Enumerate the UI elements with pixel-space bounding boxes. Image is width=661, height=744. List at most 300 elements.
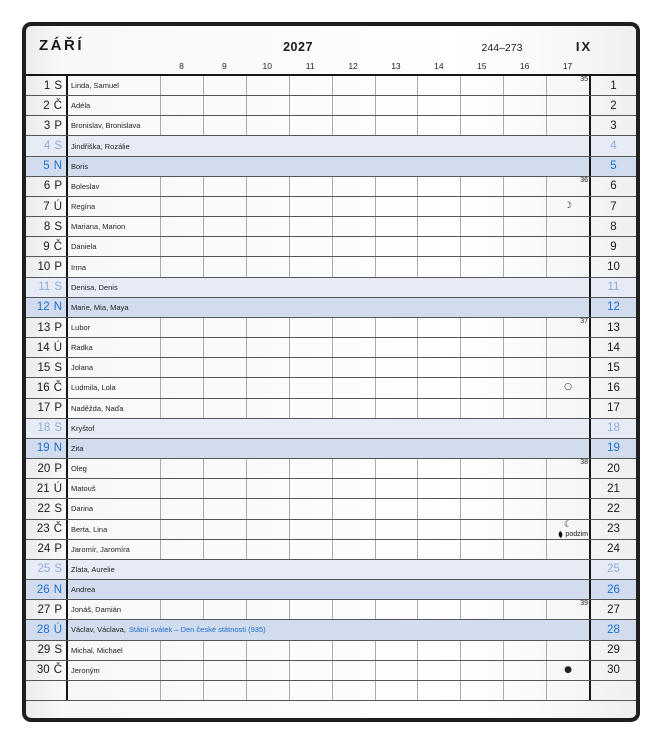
day-label-left [26, 459, 68, 478]
hour-cell [503, 641, 546, 660]
hour-cell [289, 661, 332, 680]
hour-cell [375, 318, 418, 337]
hour-cell [203, 257, 246, 276]
hour-cell [160, 217, 203, 236]
hour-cell [246, 96, 289, 115]
day-number-right: 2 [589, 96, 636, 115]
hour-cell [332, 76, 375, 95]
hour-cell [417, 116, 460, 135]
hour-cell [546, 116, 589, 135]
hour-cell [546, 358, 589, 377]
hour-cell [289, 641, 332, 660]
hour-cell [460, 257, 503, 276]
name-day-cell [68, 459, 160, 478]
day-number-right: 28 [589, 620, 636, 639]
day-label-left [26, 560, 68, 579]
name-day-cell [68, 237, 160, 256]
hour-cell [460, 459, 503, 478]
week-number: 39 [580, 600, 588, 608]
name-day-names: Radka [71, 343, 93, 353]
hour-cell [417, 681, 460, 700]
hour-cell [203, 399, 246, 418]
hour-cell [417, 197, 460, 216]
day-number-left: 19 [36, 442, 50, 455]
hour-cell [332, 257, 375, 276]
day-number-right: 15 [589, 358, 636, 377]
hour-cell [503, 257, 546, 276]
hour-cell [289, 479, 332, 498]
weekend-band [160, 278, 589, 297]
weekday-letter: P [54, 462, 62, 475]
hour-cell [375, 217, 418, 236]
hour-cell [546, 217, 589, 236]
season-label [558, 531, 588, 538]
hour-cell [503, 479, 546, 498]
hour-cell [503, 177, 546, 196]
hour-cell [332, 318, 375, 337]
hour-cell [375, 177, 418, 196]
hour-cell [546, 76, 589, 95]
weekday-letter: Ú [53, 482, 62, 495]
hour-cell [546, 499, 589, 518]
hour-cell [417, 378, 460, 397]
weekday-letter: S [54, 79, 62, 92]
day-number-left: 7 [43, 200, 50, 213]
hour-cell [289, 459, 332, 478]
hour-cell [503, 318, 546, 337]
hour-cell [375, 540, 418, 559]
day-label-left [26, 338, 68, 357]
name-day-cell [68, 520, 160, 539]
weekday-letter: S [54, 220, 62, 233]
hour-cell [503, 197, 546, 216]
hour-cell [460, 681, 503, 700]
day-label-left [26, 641, 68, 660]
hour-cell [546, 600, 589, 619]
hour-cell [417, 237, 460, 256]
name-day-names: Irma [71, 262, 86, 272]
hour-cell [460, 96, 503, 115]
hour-cell [332, 600, 375, 619]
day-number-right: 23 [589, 520, 636, 539]
hour-cell [203, 499, 246, 518]
day-number-right: 13 [589, 318, 636, 337]
day-number-right: 9 [589, 237, 636, 256]
hour-cell [246, 338, 289, 357]
day-number-left: 27 [37, 603, 51, 616]
hour-cell [246, 681, 289, 700]
name-day-names: Ludmila, Lola [71, 383, 116, 393]
hour-cell [546, 318, 589, 337]
weekday-letter: P [54, 119, 62, 132]
hour-cell [417, 96, 460, 115]
hour-cell [160, 661, 203, 680]
holiday-label: Státní svátek – Den české státnosti (935) [128, 625, 266, 635]
hour-label-9: 9 [221, 61, 227, 71]
name-day-cell [68, 399, 160, 418]
day-row [26, 399, 636, 419]
day-number-right: 16 [589, 378, 636, 397]
hour-cell [503, 459, 546, 478]
day-label-left [26, 197, 68, 216]
hour-cell [289, 177, 332, 196]
day-number-right [589, 681, 636, 700]
hour-label-15: 15 [477, 61, 487, 71]
hour-cell [332, 338, 375, 357]
hour-cell [375, 358, 418, 377]
hour-cell [160, 600, 203, 619]
hour-cell [546, 479, 589, 498]
name-day-cell [68, 257, 160, 276]
name-day-names: Adéla [71, 101, 91, 111]
hour-label-11: 11 [305, 61, 315, 71]
hour-cell [460, 479, 503, 498]
name-day-names: Matouš [71, 484, 96, 494]
day-label-left [26, 76, 68, 95]
day-number-left: 2 [43, 99, 50, 112]
day-row [26, 560, 636, 580]
name-day-names: Jonáš, Damián [71, 605, 122, 615]
hour-cell [460, 197, 503, 216]
weekday-letter: Č [53, 381, 62, 394]
name-day-cell [68, 499, 160, 518]
hour-cell [203, 378, 246, 397]
name-day-cell [68, 358, 160, 377]
day-row [26, 600, 636, 620]
hour-cell [246, 237, 289, 256]
hour-cell [246, 217, 289, 236]
hour-cell [246, 177, 289, 196]
hour-cell [246, 600, 289, 619]
day-number-right: 10 [589, 257, 636, 276]
hour-cell [160, 177, 203, 196]
hour-cell [546, 540, 589, 559]
day-number-left: 30 [36, 664, 50, 677]
hour-cell [332, 358, 375, 377]
day-label-left [26, 520, 68, 539]
hour-cell [417, 459, 460, 478]
hour-cell [417, 399, 460, 418]
hour-cell [417, 661, 460, 680]
hour-cell [203, 641, 246, 660]
hour-cell [546, 641, 589, 660]
day-label-left [26, 136, 68, 155]
hour-cell [417, 499, 460, 518]
hour-cell [375, 399, 418, 418]
weekday-letter: S [54, 563, 62, 576]
hour-cell [460, 338, 503, 357]
day-row [26, 358, 636, 378]
hour-cell [417, 520, 460, 539]
day-number-left: 13 [37, 321, 51, 334]
hour-cell [417, 257, 460, 276]
hour-cell [246, 540, 289, 559]
calendar-rows [26, 74, 636, 701]
day-label-left [26, 378, 68, 397]
name-day-cell [68, 641, 160, 660]
day-row [26, 641, 636, 661]
day-row [26, 298, 636, 318]
name-day-cell [68, 217, 160, 236]
hour-cell [246, 197, 289, 216]
hour-cell [289, 237, 332, 256]
hour-cell [546, 338, 589, 357]
name-day-names: Naděžda, Naďa [71, 403, 124, 413]
name-day-cell [68, 177, 160, 196]
day-number-left: 11 [38, 281, 51, 294]
weekday-letter: P [54, 261, 62, 274]
hour-cell [289, 116, 332, 135]
hour-cell [160, 641, 203, 660]
name-day-names: Bronislav, Bronislava [71, 121, 141, 131]
day-number-left: 3 [43, 119, 51, 132]
hour-cell [503, 520, 546, 539]
year-label: 2027 [283, 40, 313, 54]
day-row [26, 217, 636, 237]
name-day-cell [68, 197, 160, 216]
hour-cell [460, 499, 503, 518]
name-day-names: Jaromír, Jaromíra [71, 544, 130, 554]
hour-cell [460, 399, 503, 418]
name-day-cell [68, 76, 160, 95]
hour-cell [375, 459, 418, 478]
day-number-left: 25 [37, 563, 51, 576]
day-number-right: 25 [589, 560, 636, 579]
hour-cell [332, 479, 375, 498]
hour-cell [160, 378, 203, 397]
day-number-left: 28 [36, 623, 50, 636]
hour-cell [546, 520, 589, 539]
calendar-frame [22, 22, 640, 722]
hour-cell [460, 540, 503, 559]
day-number-left: 10 [37, 261, 51, 274]
hour-cell [289, 358, 332, 377]
weekday-letter: P [54, 603, 62, 616]
hour-cell [375, 76, 418, 95]
hour-cell [203, 520, 246, 539]
name-day-names: Jolana [71, 363, 94, 373]
day-number-right: 14 [589, 338, 636, 357]
hour-cell [246, 459, 289, 478]
weekday-letter: Č [53, 523, 62, 536]
hour-cell [160, 197, 203, 216]
hour-cell [460, 177, 503, 196]
hour-cell [160, 76, 203, 95]
name-day-cell [68, 419, 160, 438]
name-day-names: Regína [71, 202, 96, 212]
weekday-letter: P [54, 543, 62, 556]
hour-cell [160, 399, 203, 418]
day-number-right: 12 [589, 298, 636, 317]
hour-cell [417, 479, 460, 498]
hour-cell [203, 358, 246, 377]
hour-cell [417, 540, 460, 559]
hour-cell [503, 600, 546, 619]
hour-cell [546, 177, 589, 196]
weekday-letter: N [53, 301, 62, 314]
hour-cell [503, 681, 546, 700]
day-label-left [26, 499, 68, 518]
day-row [26, 318, 636, 338]
day-number-left: 12 [36, 301, 50, 314]
name-day-cell [68, 439, 160, 458]
hour-cell [246, 479, 289, 498]
hour-cell [246, 257, 289, 276]
name-day-cell [68, 96, 160, 115]
name-day-names: Kryštof [71, 423, 95, 433]
hour-cell [203, 681, 246, 700]
day-number-left: 23 [36, 523, 50, 536]
hour-cell [460, 378, 503, 397]
day-number-right: 7 [589, 197, 636, 216]
day-row [26, 540, 636, 560]
day-number-right: 6 [589, 177, 636, 196]
name-day-cell [68, 136, 160, 155]
hour-cell [203, 479, 246, 498]
name-day-cell [68, 560, 160, 579]
hour-cell [546, 197, 589, 216]
day-row [26, 278, 636, 298]
day-row [26, 661, 636, 681]
hour-cell [289, 96, 332, 115]
hour-cell [203, 540, 246, 559]
day-number-right: 26 [589, 580, 636, 599]
hour-cell [503, 499, 546, 518]
hour-cell [203, 237, 246, 256]
week-number: 36 [580, 176, 588, 184]
name-day-names: Mariana, Marion [71, 222, 126, 232]
hour-cell [503, 358, 546, 377]
day-label-left [26, 620, 68, 639]
hour-cell [160, 237, 203, 256]
weekday-letter: Ú [53, 341, 62, 354]
weekend-band [160, 136, 589, 155]
moon-phase-icon: ☽ [564, 201, 573, 212]
hour-cell [460, 76, 503, 95]
hour-cell [460, 520, 503, 539]
hour-cell [289, 197, 332, 216]
day-number-left: 14 [36, 341, 50, 354]
hour-cell [289, 76, 332, 95]
hour-cell [417, 177, 460, 196]
day-row [26, 76, 636, 96]
day-number-right: 5 [589, 157, 636, 176]
hour-cell [546, 399, 589, 418]
hour-cell [203, 217, 246, 236]
weekend-band [160, 298, 589, 317]
weekday-letter: S [54, 502, 62, 515]
day-row [26, 520, 636, 540]
hour-cell [246, 520, 289, 539]
day-number-left: 26 [36, 583, 50, 596]
day-row [26, 681, 636, 701]
name-day-names: Marie, Mia, Maya [71, 302, 129, 312]
name-day-names: Boleslav [71, 181, 100, 191]
weekday-letter: P [54, 402, 62, 415]
day-number-right: 19 [589, 439, 636, 458]
day-number-left: 1 [43, 79, 51, 92]
day-number-right: 27 [589, 600, 636, 619]
hour-cell [160, 499, 203, 518]
hour-cell [417, 358, 460, 377]
name-day-cell [68, 157, 160, 176]
hour-cell [460, 641, 503, 660]
hour-cell [332, 96, 375, 115]
day-number-left: 22 [37, 502, 51, 515]
hour-label-12: 12 [348, 61, 358, 71]
month-title: ZÁŘÍ [39, 37, 84, 54]
hour-cell [460, 661, 503, 680]
day-number-left: 29 [37, 644, 51, 657]
name-day-names: Michal, Michael [71, 645, 123, 655]
day-number-right: 8 [589, 217, 636, 236]
hour-cell [417, 318, 460, 337]
calendar-header [26, 26, 636, 74]
hour-cell [203, 338, 246, 357]
hour-cell [375, 520, 418, 539]
name-day-cell [68, 298, 160, 317]
hour-cell [546, 96, 589, 115]
weekday-letter: Ú [53, 623, 62, 636]
day-number-right: 3 [589, 116, 636, 135]
hour-cell [289, 399, 332, 418]
hour-cell [203, 177, 246, 196]
day-number-left: 5 [43, 160, 50, 173]
hour-cell [289, 217, 332, 236]
day-label-left [26, 439, 68, 458]
hour-cell [503, 237, 546, 256]
day-number-left: 16 [36, 381, 50, 394]
hour-cell [246, 661, 289, 680]
name-day-cell [68, 338, 160, 357]
hour-cell [332, 116, 375, 135]
day-number-left: 17 [37, 402, 51, 415]
day-number-left: 6 [43, 180, 51, 193]
weekday-letter: Č [53, 240, 62, 253]
hour-cell [460, 116, 503, 135]
hour-cell [503, 76, 546, 95]
day-number-right: 20 [589, 459, 636, 478]
name-day-names: Zlata, Aurelie [71, 564, 115, 574]
name-day-cell [68, 318, 160, 337]
hour-cell [289, 520, 332, 539]
day-number-left: 21 [36, 482, 50, 495]
hour-cell [332, 378, 375, 397]
weekday-letter: P [54, 321, 62, 334]
autumn-leaf-icon [557, 531, 564, 538]
name-day-cell [68, 580, 160, 599]
day-number-left: 9 [43, 240, 50, 253]
hour-cell [375, 479, 418, 498]
day-label-left [26, 318, 68, 337]
hour-cell [332, 177, 375, 196]
day-label-left [26, 96, 68, 115]
hour-cell [203, 661, 246, 680]
day-row [26, 479, 636, 499]
hour-cell [417, 338, 460, 357]
hour-cell [246, 76, 289, 95]
hour-cell [203, 600, 246, 619]
day-number-left: 15 [37, 361, 51, 374]
name-day-names: Denisa, Denis [71, 282, 118, 292]
hour-cell [160, 681, 203, 700]
name-day-names: Berta, Lina [71, 524, 108, 534]
day-number-left: 18 [37, 422, 51, 435]
day-label-left [26, 600, 68, 619]
hour-cell [332, 661, 375, 680]
day-number-right: 1 [589, 76, 636, 95]
hour-cell [246, 358, 289, 377]
